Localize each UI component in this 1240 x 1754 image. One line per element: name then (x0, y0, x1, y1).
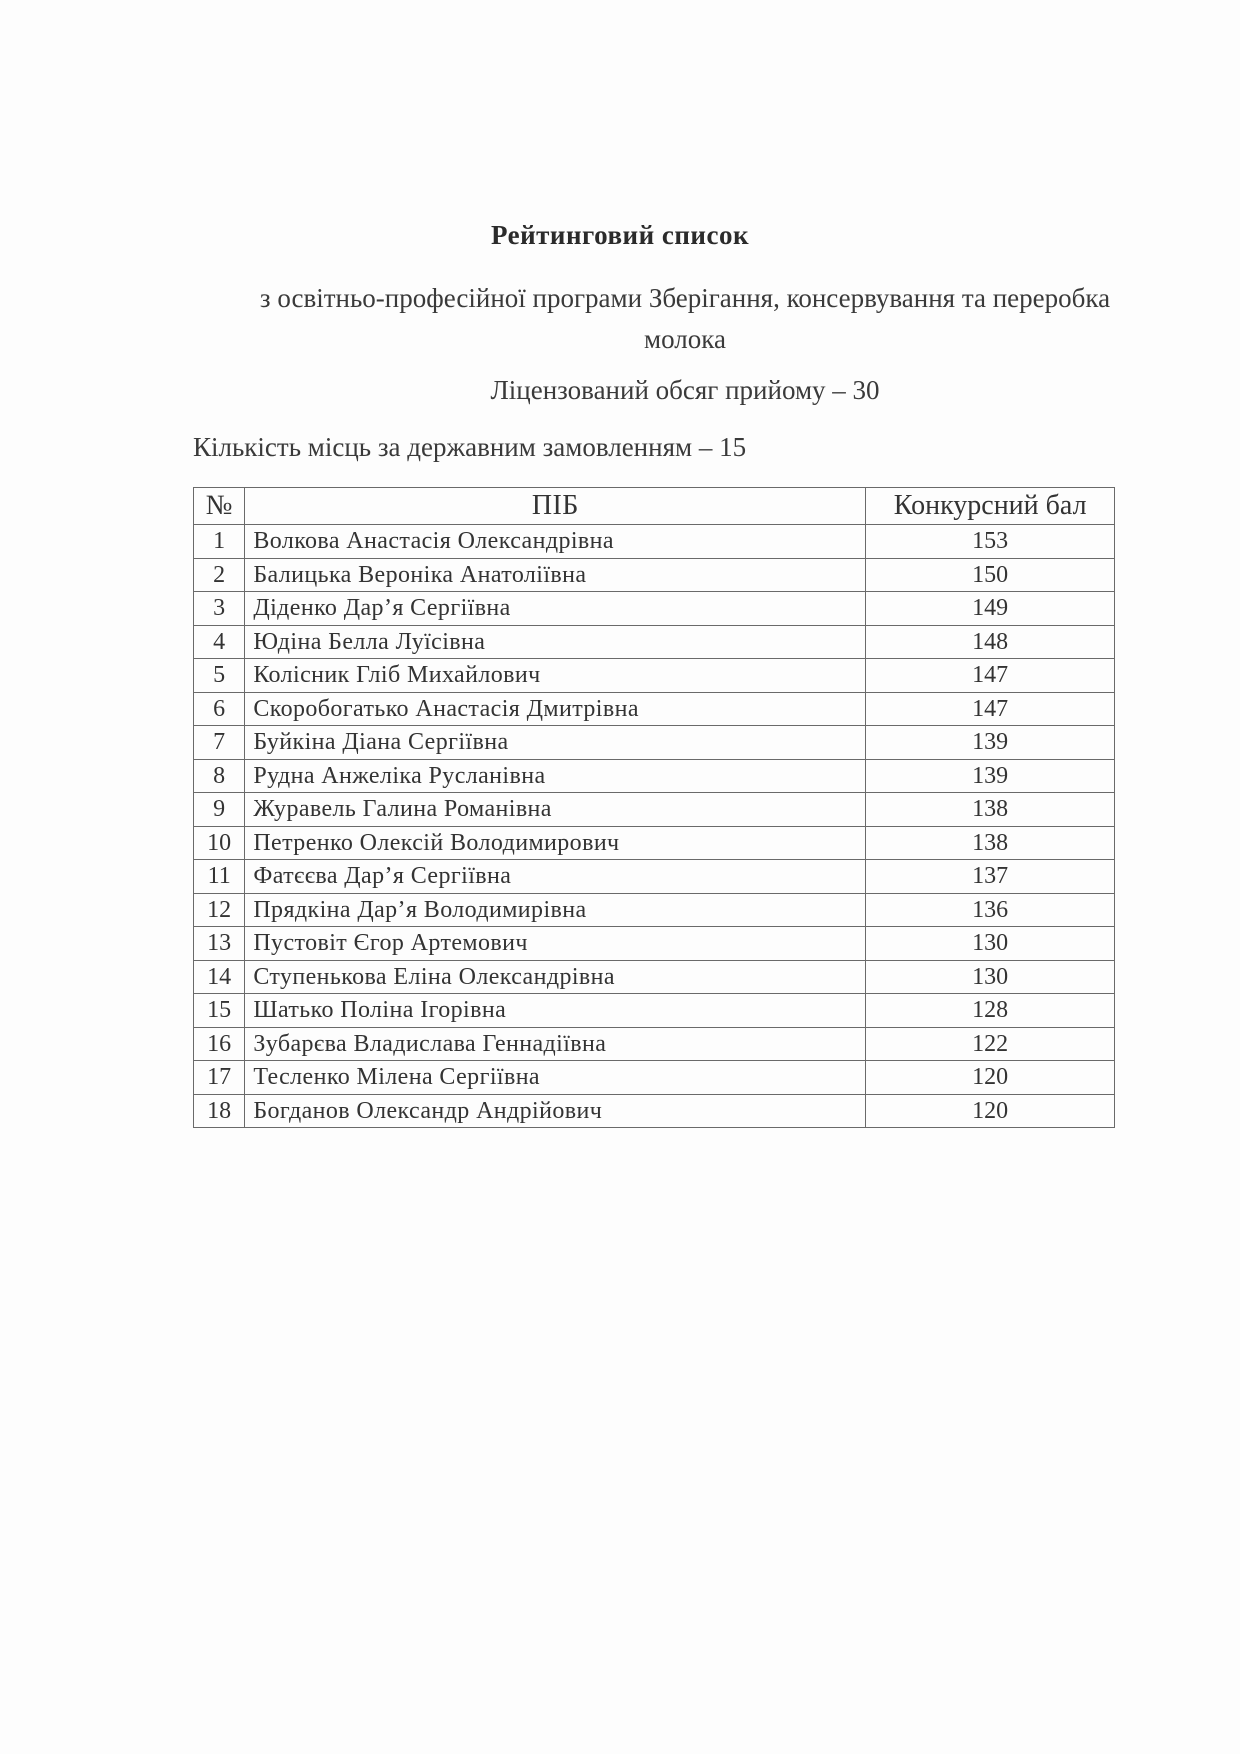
row-name: Петренко Олексій Володимирович (245, 826, 866, 860)
table-row (194, 726, 1115, 760)
table-row (194, 960, 1115, 994)
row-name: Прядкіна Дар’я Володимирівна (245, 893, 866, 927)
row-number: 4 (194, 625, 245, 659)
row-score: 128 (866, 994, 1115, 1028)
row-name: Ступенькова Еліна Олександрівна (245, 960, 866, 994)
row-name: Тесленко Мілена Сергіївна (245, 1061, 866, 1095)
row-number: 3 (194, 592, 245, 626)
row-score: 147 (866, 659, 1115, 693)
row-score: 120 (866, 1061, 1115, 1095)
row-number: 9 (194, 793, 245, 827)
table-row (194, 994, 1115, 1028)
header-number: № (194, 488, 245, 525)
row-score: 138 (866, 793, 1115, 827)
row-score: 153 (866, 525, 1115, 559)
program-name: з освітньо-професійної програми Зберігання, консервування та переробка молока (259, 283, 1111, 354)
row-number: 18 (194, 1094, 245, 1128)
row-score: 139 (866, 759, 1115, 793)
row-number: 1 (194, 525, 245, 559)
table-row (194, 525, 1115, 559)
row-name: Зубарєва Владислава Геннадіївна (245, 1027, 866, 1061)
row-name: Колісник Гліб Михайлович (245, 659, 866, 693)
row-number: 5 (194, 659, 245, 693)
table-row (194, 793, 1115, 827)
row-name: Богданов Олександр Андрійович (245, 1094, 866, 1128)
row-score: 120 (866, 1094, 1115, 1128)
row-score: 136 (866, 893, 1115, 927)
row-score: 150 (866, 558, 1115, 592)
row-score: 148 (866, 625, 1115, 659)
table-row (194, 826, 1115, 860)
table-row (194, 592, 1115, 626)
row-name: Юдіна Белла Луїсівна (245, 625, 866, 659)
row-number: 8 (194, 759, 245, 793)
row-number: 15 (194, 994, 245, 1028)
row-name: Рудна Анжеліка Русланівна (245, 759, 866, 793)
row-name: Журавель Галина Романівна (245, 793, 866, 827)
row-score: 138 (866, 826, 1115, 860)
row-name: Пустовіт Єгор Артемович (245, 927, 866, 961)
table-row (194, 1027, 1115, 1061)
row-number: 7 (194, 726, 245, 760)
row-name: Скоробогатько Анастасія Дмитрівна (245, 692, 866, 726)
row-name: Буйкіна Діана Сергіївна (245, 726, 866, 760)
table-header-row (194, 488, 1115, 525)
header-name: ПІБ (245, 488, 866, 525)
row-name: Волкова Анастасія Олександрівна (245, 525, 866, 559)
row-name: Фатєєва Дар’я Сергіївна (245, 860, 866, 894)
row-number: 12 (194, 893, 245, 927)
table-row (194, 659, 1115, 693)
row-number: 2 (194, 558, 245, 592)
table-row (194, 893, 1115, 927)
table-row (194, 860, 1115, 894)
row-score: 122 (866, 1027, 1115, 1061)
row-number: 10 (194, 826, 245, 860)
row-score: 149 (866, 592, 1115, 626)
table-row (194, 625, 1115, 659)
table-row (194, 558, 1115, 592)
row-name: Шатько Поліна Ігорівна (245, 994, 866, 1028)
licensed-volume: Ліцензований обсяг прийому – 30 (490, 375, 880, 405)
row-number: 11 (194, 860, 245, 894)
row-name: Діденко Дар’я Сергіївна (245, 592, 866, 626)
row-number: 6 (194, 692, 245, 726)
table-row (194, 1061, 1115, 1095)
row-score: 130 (866, 960, 1115, 994)
row-score: 137 (866, 860, 1115, 894)
header-score: Конкурсний бал (866, 488, 1115, 525)
row-score: 130 (866, 927, 1115, 961)
table-row (194, 927, 1115, 961)
row-score: 139 (866, 726, 1115, 760)
row-number: 17 (194, 1061, 245, 1095)
row-number: 13 (194, 927, 245, 961)
table-row (194, 759, 1115, 793)
document-title: Рейтинговий список (490, 220, 750, 250)
row-name: Балицька Вероніка Анатоліївна (245, 558, 866, 592)
table-row (194, 692, 1115, 726)
rating-table (193, 487, 1115, 1128)
row-score: 147 (866, 692, 1115, 726)
row-number: 16 (194, 1027, 245, 1061)
row-number: 14 (194, 960, 245, 994)
table-row (194, 1094, 1115, 1128)
state-order-places: Кількість місць за державним замовленням – 15 (193, 432, 747, 462)
